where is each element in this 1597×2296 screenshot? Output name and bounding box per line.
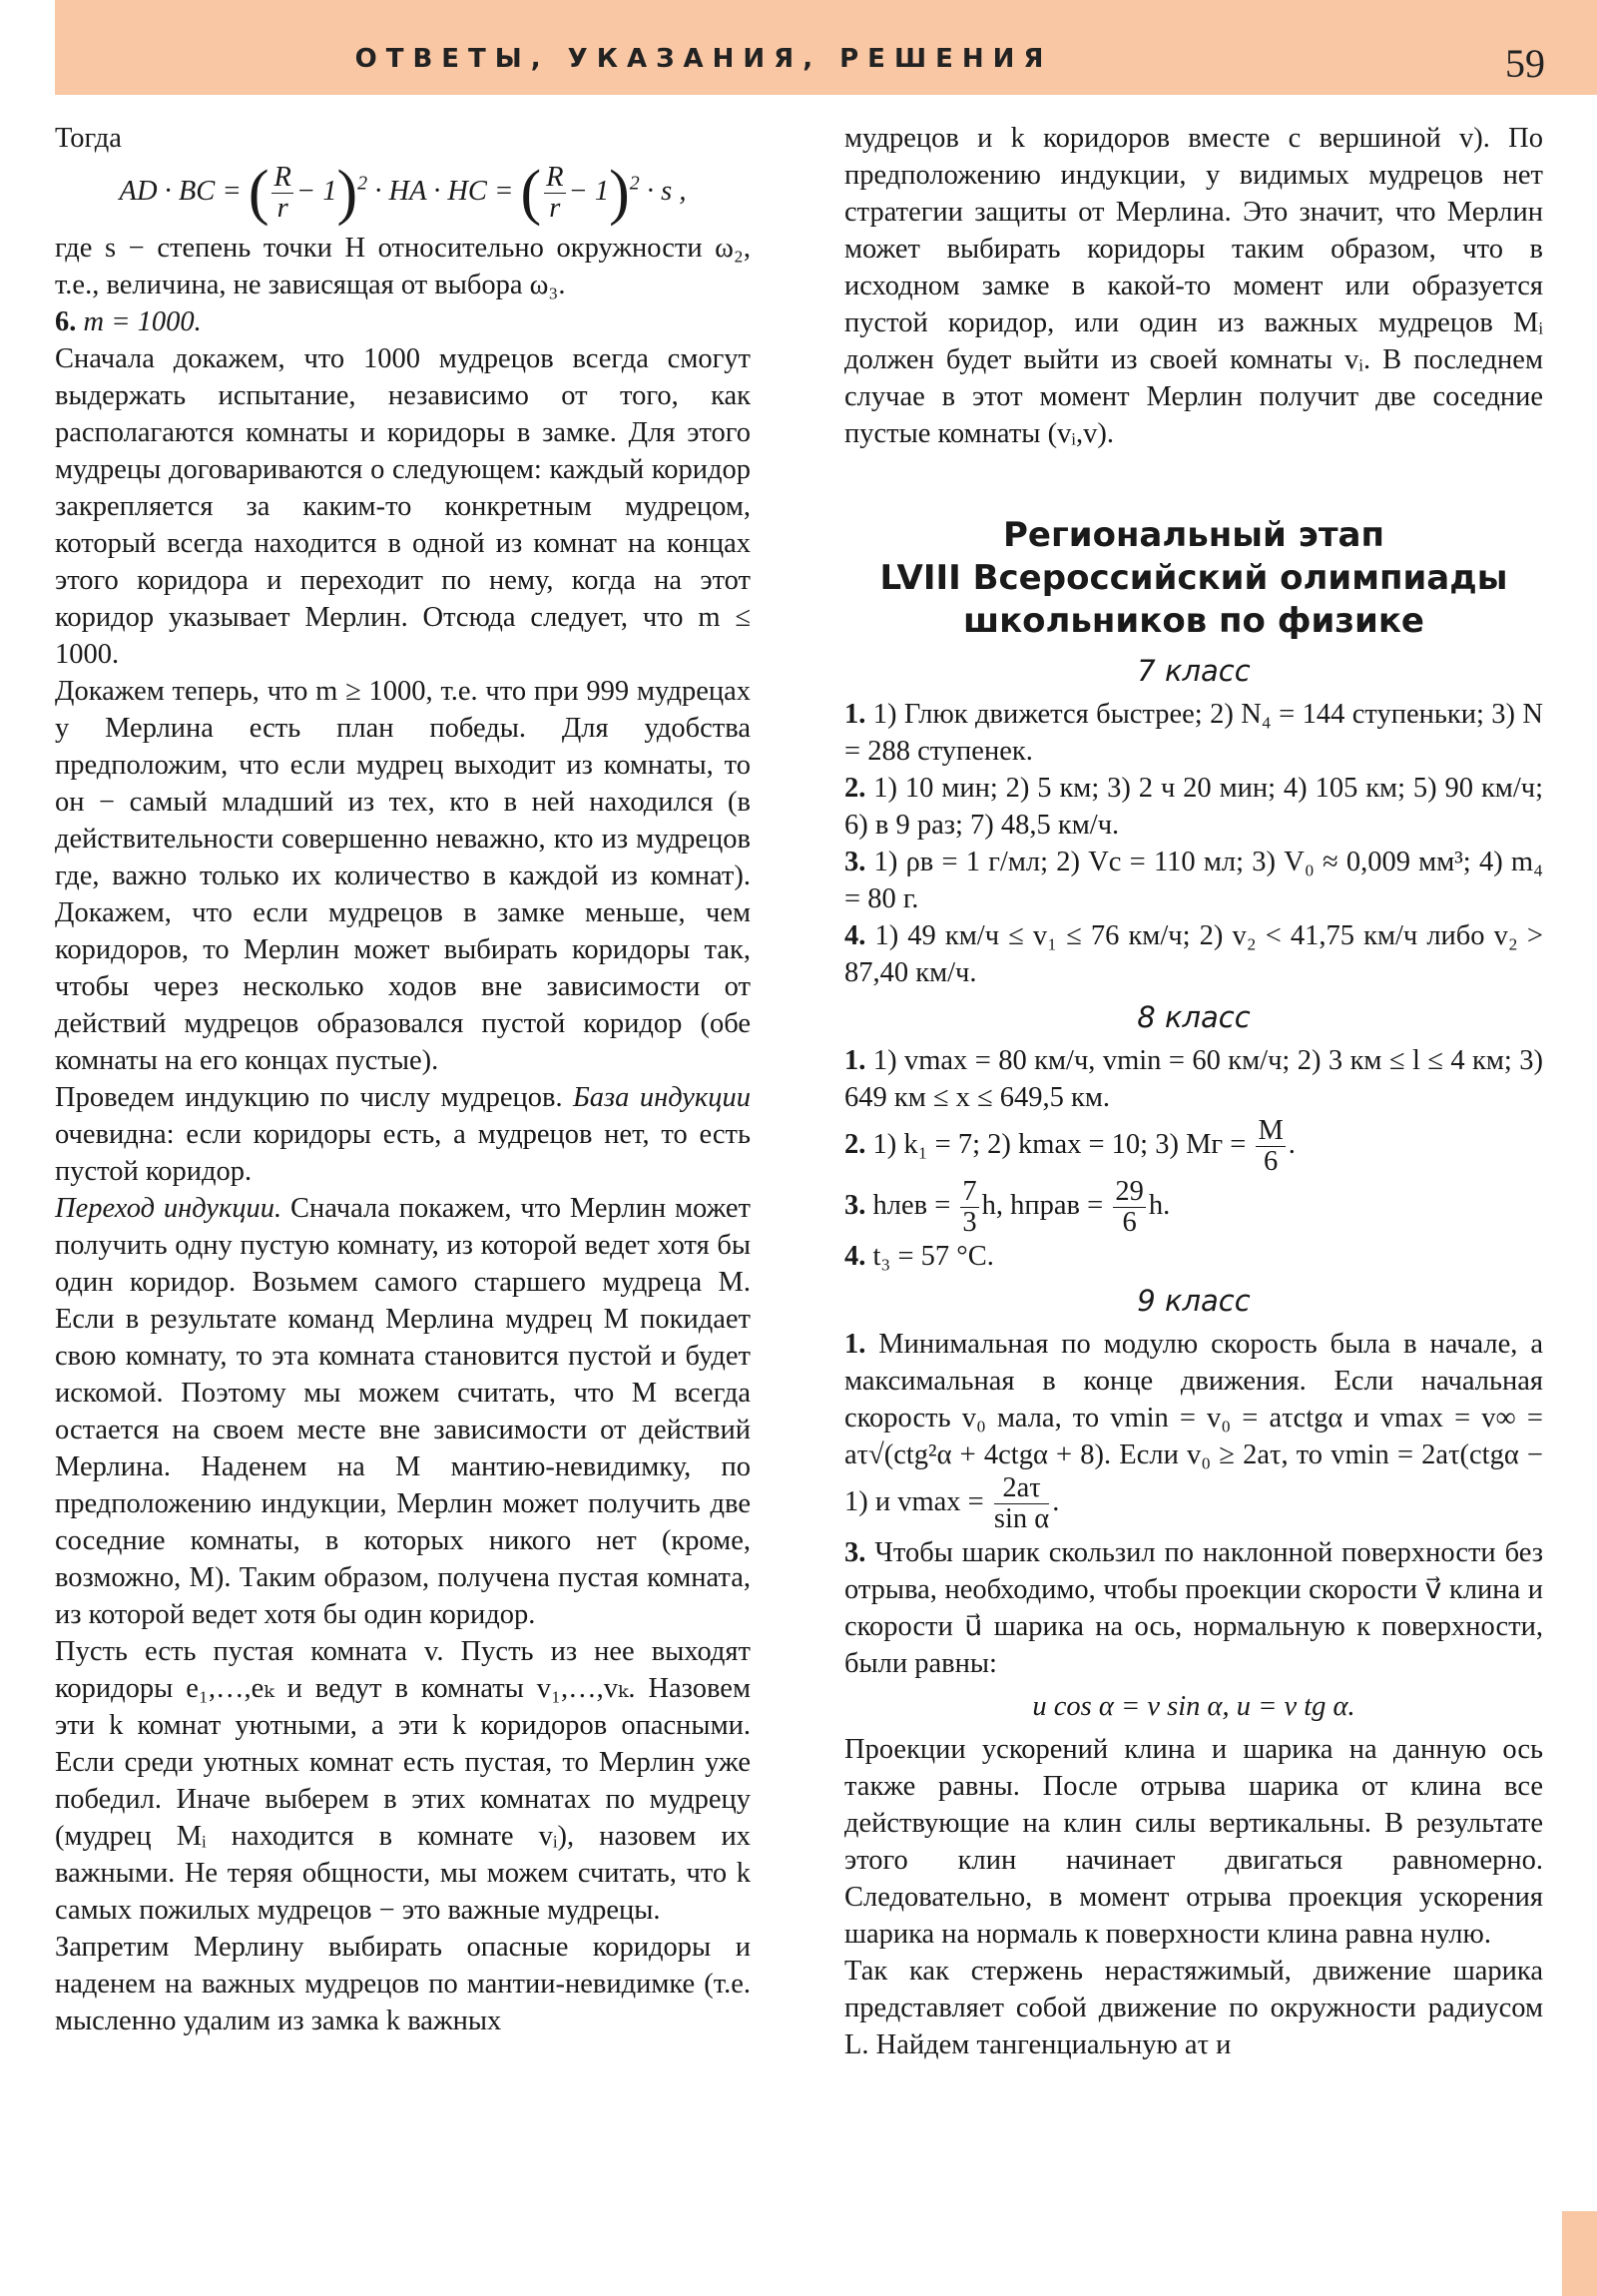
problem-6-answer: 6. m = 1000. xyxy=(55,306,202,337)
formula-ad-bc: AD · BC = ( $\frac{R}{r}$ − 1)$^2$ · HA · HC = ( $\frac{R}{r}$ − 1)$^2$ · s , xyxy=(119,159,687,227)
page-number: 59 xyxy=(1505,41,1545,86)
answer-item: 1. 1) Глюк движется быстрее; 2) N₄ = 144 ступеньки; 3) N = 288 ступенек. xyxy=(844,699,1544,767)
paragraph: Проекции ускорений клина и шарика на данную ось также равны. После отрыва шарика от клина все действующие на клин силы вертикальны. В результате этого клин начинает двигаться равномерно. Следовательно, в момент отрыва проекция ускорения шарика на нормаль к поверхности клина равна нулю. xyxy=(844,1734,1543,1950)
header-bar xyxy=(55,0,1597,95)
section-title: Региональный этап LVIII Всероссийский олимпиады школьников по физике xyxy=(879,515,1508,641)
paragraph: мудрецов и k коридоров вместе с вершиной v). По предположению индукции, у видимых мудрецов нет стратегии защиты от Мерлина. Это значит, что Мерлин может выбирать коридоры таким образом, что в исходном замке в какой-то момент или образуется пустой коридор, или один из важных мудрецов Mᵢ должен будет выйти из своей комнаты vᵢ. В последнем случае в этот момент Мерлин получит две соседние пустые комнаты (vᵢ,v). xyxy=(844,123,1543,449)
paragraph: Запретим Мерлину выбирать опасные коридоры и наденем на важных мудрецов по мантии-невидимке (т.е. мысленно удалим из замка k важных xyxy=(55,1932,751,2036)
paragraph: Сначала докажем, что 1000 мудрецов всегда смогут выдержать испытание, независимо от того, как располагаются комнаты и коридоры в замке. Для этого мудрецы договариваются о следующем: каждый коридор закрепляется за каким-то конкретным мудрецом, который всегда находится в одной из комнат на концах этого коридора и переходит по нему, когда на этот коридор указывает Мерлин. Отсюда следует, что m ≤ 1000. xyxy=(55,343,751,670)
answer-item: 4. t₃ = 57 °C. xyxy=(844,1241,994,1272)
answer-item: 1. 1) vmax = 80 км/ч, vmin = 60 км/ч; 2) 3 км ≤ l ≤ 4 км; 3) 649 км ≤ x ≤ 649,5 км. xyxy=(844,1045,1544,1113)
answer-item: 2. 1) k₁ = 7; 2) kmax = 10; 3) Mг = $\frac{M}{6}$ . xyxy=(844,1115,1296,1177)
answer-item: 3. Чтобы шарик скользил по наклонной поверхности без отрыва, необходимо, чтобы проекции скорости v⃗ клина и скорости u⃗ шарика на ось, нормальную к поверхности, были равны: xyxy=(844,1537,1544,1679)
right-column xyxy=(844,120,1543,2063)
answer-item: 2. 1) 10 мин; 2) 5 км; 3) 2 ч 20 мин; 4) 105 км; 5) 90 км/ч; 6) в 9 раз; 7) 48,5 км/ч. xyxy=(844,773,1544,841)
paragraph: Тогда xyxy=(55,123,122,154)
formula-projection: u cos α = v sin α, u = v tg α. xyxy=(1032,1691,1355,1722)
page-header-title: ОТВЕТЫ, УКАЗАНИЯ, РЕШЕНИЯ xyxy=(354,44,1053,74)
class-heading-7: 7 класс xyxy=(1137,654,1251,688)
corner-tab xyxy=(1562,2211,1597,2296)
paragraph: Докажем теперь, что m ≥ 1000, т.е. что при 999 мудрецах у Мерлина есть план победы. Для удобства предположим, что если мудрец выходит из комнаты, то он − самый младший из тех, кто в ней находился (в действительности совершенно неважно, кто из мудрецов где, важно только их количество в каждой из комнат). Докажем, что если мудрецов в замке меньше, чем коридоров, то Мерлин может выбирать коридоры так, чтобы через несколько ходов вне зависимости от действий мудрецов образовался пустой коридор (обе комнаты на его концах пустые). xyxy=(55,676,751,1076)
paragraph: Переход индукции. Сначала покажем, что Мерлин может получить одну пустую комнату, из которой ведет хотя бы один коридор. Возьмем самого старшего мудреца M. Если в результате команд Мерлина мудрец M покидает свою комнату, то эта комната становится пустой и будет искомой. Поэтому мы можем считать, что M всегда остается на своем месте вне зависимости от действий Мерлина. Наденем на M мантию-невидимку, по предположению индукции, Мерлин может получить две соседние комнаты, в которых никого нет (кроме, возможно, M). Таким образом, получена пустая комната, из которой ведет хотя бы один коридор. xyxy=(55,1193,751,1630)
paragraph: Пусть есть пустая комната v. Пусть из нее выходят коридоры e₁,…,eₖ и ведут в комнаты v₁,…,vₖ. Назовем эти k комнат уютными, а эти k коридоров опасными. Если среди уютных комнат есть пустая, то Мерлин уже победил. Иначе выберем в этих комнатах по мудрецу (мудрец Mᵢ находится в комнате vᵢ), назовем их важными. Не теряя общности, мы можем считать, что k самых пожилых мудрецов − это важные мудрецы. xyxy=(55,1636,751,1926)
paragraph: Проведем индукцию по числу мудрецов. База индукции очевидна: если коридоры есть, а мудрецов нет, то есть пустой коридор. xyxy=(55,1082,752,1187)
paragraph: где s − степень точки H относительно окружности ω₂, т.е., величина, не зависящая от выбора ω₃. xyxy=(55,233,751,300)
class-heading-9: 9 класс xyxy=(1137,1284,1251,1318)
left-column xyxy=(55,120,751,2039)
answer-item: 3. hлев = $\frac{7}{3}$ h, hправ = $\frac{29}{6}$ h. xyxy=(844,1176,1171,1238)
paragraph: Так как стержень нерастяжимый, движение шарика представляет собой движение по окружности радиусом L. Найдем тангенциальную aτ и xyxy=(844,1956,1543,2060)
answer-item: 4. 1) 49 км/ч ≤ v₁ ≤ 76 км/ч; 2) v₂ < 41,75 км/ч либо v₂ > 87,40 км/ч. xyxy=(844,920,1543,988)
class-heading-8: 8 класс xyxy=(1137,1000,1251,1034)
answer-item: 1. Минимальная по модулю скорость была в начале, а максимальная в конце движения. Если начальная скорость v₀ мала, то vmin = v₀ = aτctgα и vmax = v∞ = aτ√(ctg²α + 4ctgα + 8). Если v₀ ≥ 2aτ, то vmin = 2aτ(ctgα − 1) и vmax = $\frac{2a\tau}{\text{sin α}}$ . xyxy=(844,1329,1543,1534)
answer-item: 3. 1) ρв = 1 г/мл; 2) Vс = 110 мл; 3) V₀ ≈ 0,009 мм³; 4) m₄ = 80 г. xyxy=(844,847,1544,914)
